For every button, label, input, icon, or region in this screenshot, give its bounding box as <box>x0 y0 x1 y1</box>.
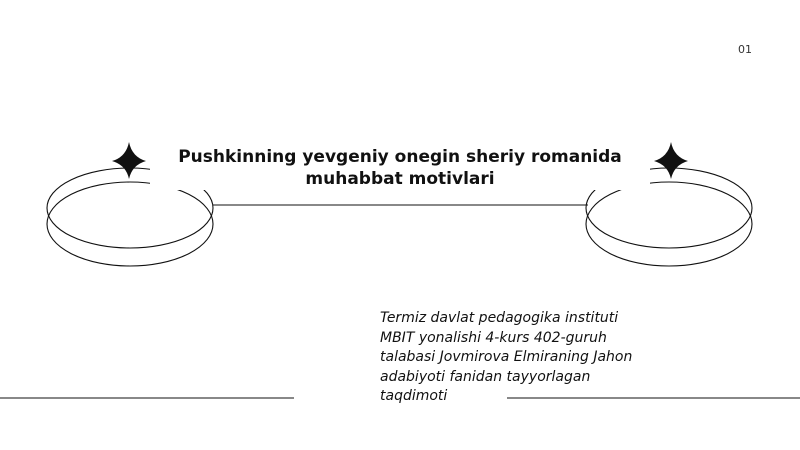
subtitle-line-5: taqdimoti <box>380 388 448 404</box>
right-sparkle-star-icon <box>654 142 688 179</box>
slide-title-line-2: muhabbat motivlari <box>305 169 495 189</box>
subtitle-line-3: talabasi Jovmirova Elmiraning Jahon <box>380 349 633 365</box>
subtitle-line-2: MBIT yonalishi 4-kurs 402-guruh <box>380 329 607 346</box>
left-sparkle-star-icon <box>112 142 146 179</box>
slide-subtitle <box>380 309 680 407</box>
slide-title <box>150 146 650 190</box>
subtitle-line-1: Termiz davlat pedagogika instituti <box>380 310 619 326</box>
slide-title-line-1: Pushkinning yevgeniy onegin sheriy romanida <box>178 147 622 167</box>
subtitle-line-4: adabiyoti fanidan tayyorlagan <box>380 368 591 385</box>
page-number: 01 <box>738 43 752 56</box>
